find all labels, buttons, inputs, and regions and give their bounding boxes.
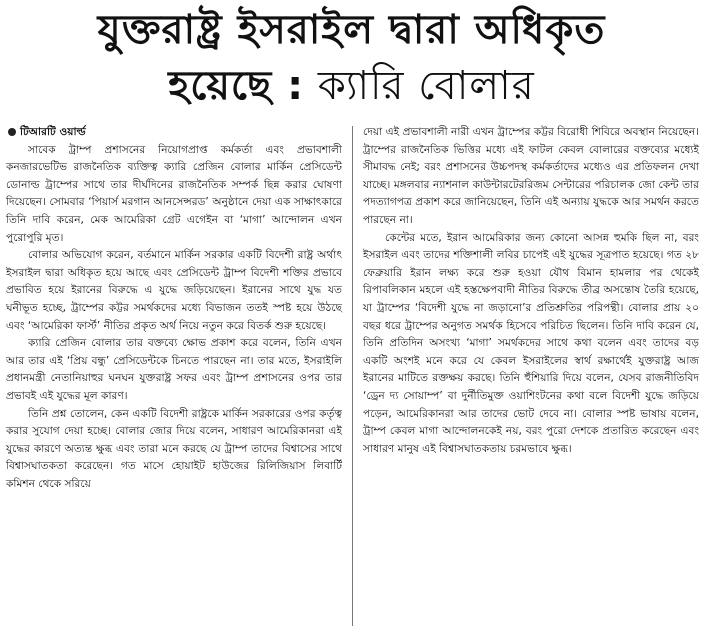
headline-line-1: যুক্তরাষ্ট্র ইসরাইল দ্বারা অধিকৃত <box>97 7 606 53</box>
paragraph: কেন্টের মতে, ইরান আমেরিকার জন্য কোনো আসন্ন হুমকি ছিল না, বরং ইসরাইল এবং তাদের শক্তিশালী লবির চাপেই এই যুদ্ধের সূত্রপাত হয়েছে। গত ২৮ ফেব্রুয়ারি ইরান লক্ষ্য করে শুরু হওয়া যৌথ বিমান হামলার পর থেকেই রিপাবলিকান মহলে এই হস্তক্ষেপবাদী নীতির বিরুদ্ধে তীব্র অসন্তোষ তৈরি হয়েছে, যা ট্রাম্পের ‘বিদেশী যুদ্ধে না জড়ানো’র প্রতিশ্রুতির পরিপন্থী। বোলার প্রায় ২০ বছর ধরে ট্রাম্পের অনুগত সমর্থক হিসেবে পরিচিত ছিলেন। তিনি দাবি করেন যে, তিনি প্রতিদিন অসংখ্য ‘মাগা’ সমর্থকদের সাথে কথা বলেন এবং তাদের বড় একটি অংশই মনে করে যে কেবল ইসরাইলের স্বার্থ রক্ষার্থেই যুক্তরাষ্ট্র আজ ইরানের মাটিতে রক্তক্ষয় করছে। তিনি হুঁশিয়ারি দিয়ে বলেন, যেসব রাজনীতিবিদ ‘ড্রেন দ্য সোয়াম্প’ বা দুর্নীতিমুক্ত ওয়াশিংটনের কথা বলে বিদেশী যুদ্ধে জড়িয়ে পড়েন, আমেরিকানরা আর তাদের ভোট দেবে না। বোলার স্পষ্ট ভাষায় বলেন, ট্রাম্প কেবল মাগা আন্দোলনকেই নয়, বরং পুরো দেশকে প্রতারিত করেছেন এবং সাধারণ মানুষ এই বিশ্বাসঘাতকতায় চরমভাবে ক্ষুব্ধ। <box>363 231 699 455</box>
headline-line-2-bold: হয়েছে : <box>168 63 305 109</box>
column-divider <box>352 126 353 626</box>
paragraph: ক্যারি প্রেজিন বোলার তার বক্তব্যে ক্ষোভ প্রকাশ করে বলেন, তিনি এখন আর তার এই ‘প্রিয় বন্ধু’ প্রেসিডেন্টকে চিনতে পারছেন না। তার মতে, ইসরাইলি প্রধানমন্ত্রী নেতানিয়াহুর ঘনঘন যুক্তরাষ্ট্র সফর এবং ট্রাম্প প্রশাসনের ওপর তার প্রভাবই এই যুদ্ধের মূল কারণ। <box>6 337 342 402</box>
article-column-right <box>363 124 699 458</box>
bullet-icon <box>8 128 16 136</box>
headline-line-2-name: ক্যারি বোলার <box>304 63 535 109</box>
byline-text: টিআরটি ওয়ার্ল্ড <box>20 126 86 138</box>
paragraph: তিনি প্রশ্ন তোলেন, কেন একটি বিদেশী রাষ্ট্রকে মার্কিন সরকারের ওপর কর্তৃত্ব করার সুযোগ দেয়া হচ্ছে। বোলার জোর দিয়ে বলেন, সাধারণ আমেরিকানরা এই যুদ্ধের কারণে অত্যন্ত ক্ষুব্ধ এবং তারা মনে করছে যে ট্রাম্প তাদের বিশ্বাসের সাথে বিশ্বাসঘাতকতা করেছেন। গত মাসে হোয়াইট হাউজের রিলিজিয়াস লিবার্টি কমিশন থেকে সরিয়ে <box>6 407 342 490</box>
headline-line-2 <box>0 58 703 114</box>
article-headline <box>0 2 703 114</box>
byline <box>6 124 342 142</box>
paragraph: সাবেক ট্রাম্প প্রশাসনের নিয়োগপ্রাপ্ত কর্মকর্তা এবং প্রভাবশালী কনজারভেটিভ রাজনৈতিক ব্যক্তিত্ব ক্যারি প্রেজিন বোলার মার্কিন প্রেসিডেন্ট ডোনাল্ড ট্রাম্পের সাথে তার দীর্ঘদিনের রাজনৈতিক সম্পর্ক ছিন্ন করার ঘোষণা দিয়েছেন। সোমবার ‘পিয়ার্স মরগান আনসেন্সরড’ অনুষ্ঠানে দেয়া এক সাক্ষাৎকারে তিনি দাবি করেন, মেক আমেরিকা গ্রেট এগেইন বা ‘মাগা’ আন্দোলন এখন পুরোপুরি মৃত। <box>6 143 342 244</box>
paragraph: বোলার অভিযোগ করেন, বর্তমানে মার্কিন সরকার একটি বিদেশী রাষ্ট্র অর্থাৎ ইসরাইল দ্বারা অধিকৃত হয়ে আছে এবং প্রেসিডেন্ট ট্রাম্প বিদেশী শক্তির প্রভাবে প্রভাবিত হয়ে ইরানের বিরুদ্ধে এ যুদ্ধে জড়িয়েছেন। ইরানের সাথে যুদ্ধ যত ঘনীভূত হচ্ছে, ট্রাম্পের কট্টর সমর্থকদের মধ্যে বিভাজন ততই স্পষ্ট হয়ে উঠছে এবং ‘আমেরিকা ফার্স্ট’ নীতির প্রকৃত অর্থ নিয়ে নতুন করে বিতর্ক শুরু হয়েছে। <box>6 249 342 332</box>
paragraph: দেয়া এই প্রভাবশালী নারী এখন ট্রাম্পের কট্টর বিরোধী শিবিরে অবস্থান নিয়েছেন। ট্রাম্পের রাজনৈতিক ভিত্তির মধ্যে এই ফাটল কেবল বোলারের বক্তব্যের মধ্যেই সীমাবদ্ধ নেই; বরং প্রশাসনের উচ্চপদস্থ কর্মকর্তাদের মধ্যেও এর প্রতিফলন দেখা যাচ্ছে। মঙ্গলবার ন্যাশনাল কাউন্টারটেররিজম সেন্টারের পরিচালক জো কেন্ট তার পদত্যাগপত্র প্রকাশ করে জানিয়েছেন, তিনি এই অন্যায় যুদ্ধকে আর সমর্থন করতে পারছেন না। <box>363 126 699 226</box>
article-column-left <box>6 124 342 493</box>
